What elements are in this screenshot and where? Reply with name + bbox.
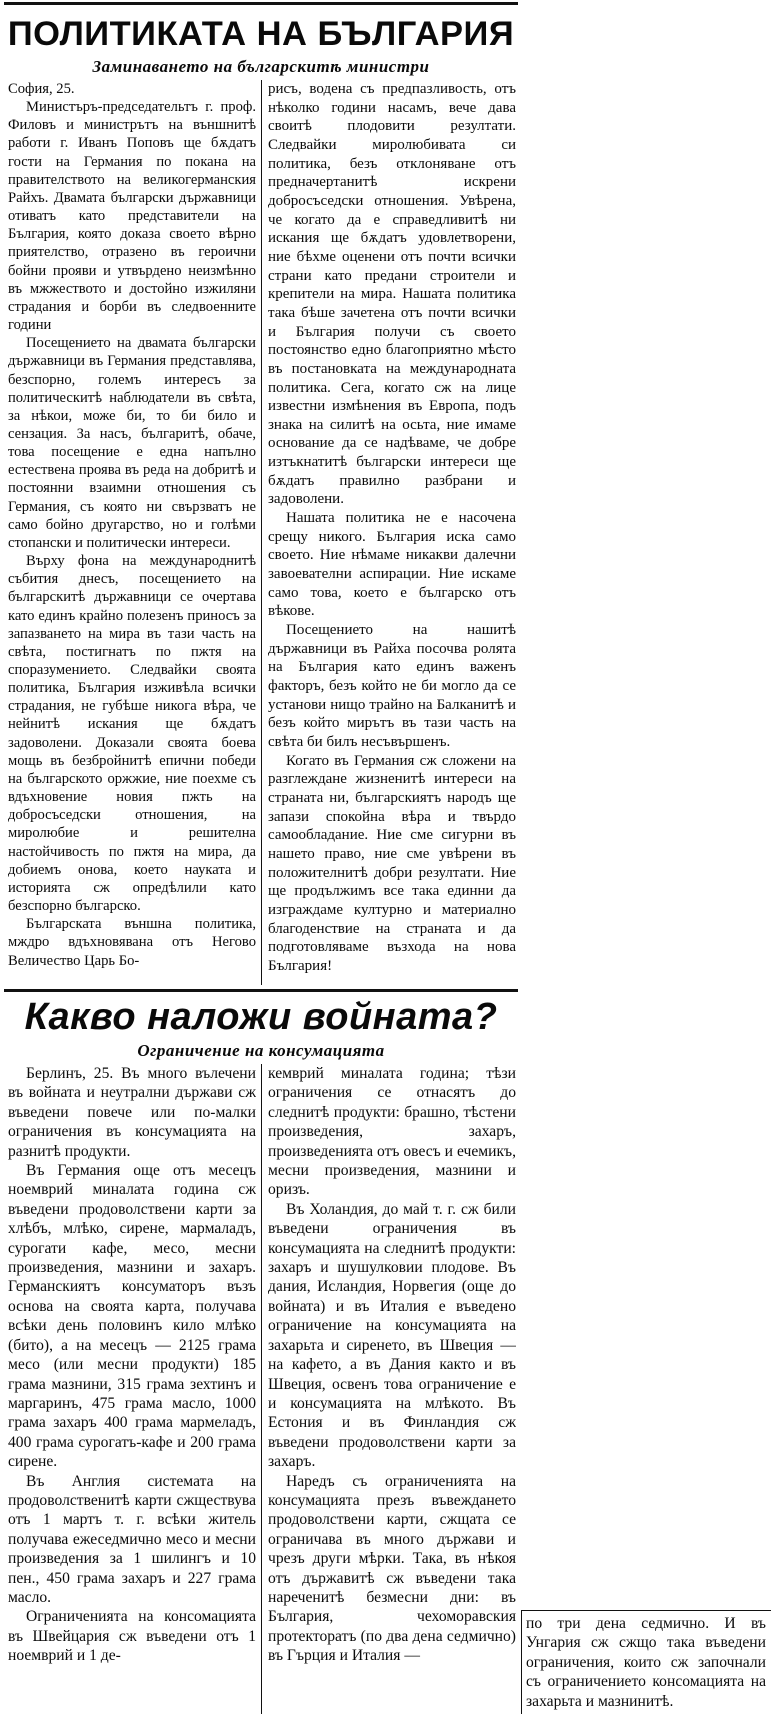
article2-paragraph: Въ Англия системата на продоволственитѣ карти сжществува отъ 1 мартъ т. г. всѣки житель получава ежеседмично месо и месни произведения за 1 шилингъ и 10 пен., 450 грама захаръ и 227 грама масло. [8,1472,256,1606]
article1-paragraph: Нашата политика не е насочена срещу никого. България иска само своето. Ние нѣмаме никакви далечни завоевателни аспирации. Ние искаме само това, което е българско отъ вѣкове. [268,510,516,620]
article1-column-divider [261,80,262,985]
article2-paragraph: Ограниченията на консомацията въ Швейцария сж въведени отъ 1 ноемврий и 1 де- [8,1608,256,1665]
top-rule [4,2,518,5]
article2-paragraph: Наредъ съ ограниченията на консумацията презъ въвеждането продоволствени карти, сжщата се ограничава въ много държави и чрезъ други мѣрки. Така, въ нѣкоя отъ държавитѣ сж въведени така нареченитѣ безмесни дни: въ България, чехоморавския протекторатъ (по два дена седмично) въ Гърция и Италия — [268,1472,516,1665]
article2-paragraph: Въ Германия още отъ месецъ ноемврий миналата година сж въведени продоволствени карти за хлѣбъ, млѣко, сирене, мармаладъ, сурогати кафе, месо, месни произведения, мазнини и захаръ. Германскиятъ консуматоръ възъ основа на своята карта, получава всѣки день половинъ кило млѣко (бито), а на месецъ — 2125 грама месо (или месни продукти) 185 грама мазнини, 315 грама зехтинъ и маргаринъ, 475 грама масло, 1000 грама захаръ 400 грама мармеладъ, 400 грама сурогатъ-кафе и 200 грама сирене. [8,1162,256,1471]
article2-paragraph: Берлинъ, 25. Въ много вълечени въ войната и неутрални държави сж въведени повече или по-малки ограничения въ консумацията на разнитѣ продукти. [8,1065,256,1160]
article1-column-1 [8,80,256,987]
article1-paragraph: Посещението на нашитѣ държавници въ Райха посочва ролята на България като единъ важенъ факторъ, безъ който не би могло да се установи нищо трайно на Балканитѣ и безъ който мирътъ въ тази часть на свѣта би билъ несъвършенъ. [268,622,516,750]
article2-paragraph: Въ Холандия, до май т. г. сж били въведени ограничения въ консумацията на следнитѣ продукти: захаръ и шушулковии плодове. Въ дания, Исландия, Норвегия (още до войната) и въ Италия е въведено ограничение на консумацията на захарьта и сиренето, въ Швеция — на кафето, а въ Дания както и въ Швеция, освенъ това ограничение е и консумацията на млѣкото. Въ Естония и въ Финландия сж въведени продоволствени карти за захаръ. [268,1200,516,1471]
article1-paragraph: рисъ, водена съ предпазливость, отъ нѣколко години насамъ, вече дава своитѣ плодовити резултати. Следвайки миролюбивата си политика, безъ отклоняване отъ предначертанитѣ искрени добросъседски отношения. Увѣрена, че когато да е справедливитѣ ни искания ще бѫдатъ удовлетворени, ние бѣхме оценени отъ почти всички страни като предани строители и крепители на мира. Нашата политика така бѣше зачетена отъ почти всички и България получи съ своето постоянство едно благоприятно мѣсто въ постановката на международната политика. Сега, когато сж на лице известни измѣнения въ Европа, подъ знака на силитѣ на осьта, ние имаме основание да се надѣваме, че добре изтъкнатитѣ български интереси ще бѫдатъ правилно разбрани и задоволени. [268,81,516,508]
article2-column-divider-2 [521,1610,522,1714]
article1-paragraph: Българската външна политика, мждро вдъхновявана отъ Негово Величество Царь Бо- [8,916,256,969]
article1-paragraph: Върху фона на международнитѣ събития днесъ, посещението на българскитѣ държавници се очертава като единъ крайно полезенъ приносъ за запазването на мира въ тази часть на свѣта, постигнатъ по пжтя на споразумението. Следвайки своята политика, България изживѣла всички страдания, не губѣше никога вѣра, че нейнитѣ искания ще бѫдатъ задоволени. Доказали своята боева мощь въ безбройнитѣ епични победи на българското оржжие, ние поехме съ вдъхновение новия пжть на добросъседски отношения, на миролюбие и решителна настойчивость по пжтя на мира, да добиемъ онова, което науката и историята сж опредѣлили като безспорно българско. [8,553,256,915]
article2-column-divider [261,1064,262,1714]
article2-paragraph: по три дена седмично. И въ Унгария сж сжщо така въведени ограничения, които сж започнали съ ограничението консомацията на захарьта и мазнинитѣ. [526,1615,766,1710]
article1-subhead: Заминаването на българскитѣ министри [92,57,430,76]
article2-column-2 [268,1064,516,1714]
article2-column3-top-rule [521,1610,771,1611]
article1-paragraph: Министъръ-председательтъ г. проф. Филовъ и министрътъ на външнитѣ работи г. Иванъ Поповъ ще бѫдатъ гости на Германия по покана на правителството на великогерманския Райхъ. Двамата български държавници отиватъ като представители на България, която доказа своето вѣрно приятелство, отразено въ героични бойни прояви и утвърдено неизмѣнно въ мжжеството и достойно изжиляни страдания и борби въ следвоенните години [8,99,256,334]
article1-paragraph: Когато въ Германия сж сложени на разглеждане жизненитѣ интереси на страната ни, българскиятъ народъ ще запази спокойна вѣра и твърдо самообладание. Ние сме сигурни въ нашето право, ние сме увѣрени въ положителнитѣ добри резултати. Ние ще продължимъ все така единни да изграждаме културно и материално благоденствие на страната и да подготовляваме възхода на нова България! [268,752,516,974]
section-rule [4,989,518,992]
article2-headline: Какво наложи войната? [24,996,498,1038]
article2-paragraph: кемврий миналата година; тѣзи ограничения се отнасятъ до следнитѣ продукти: брашно, тѣстени произведения, захаръ, произведенията отъ овесъ и ечемикъ, месни произведения, мазнини и оризъ. [268,1065,516,1199]
article2-column-3 [526,1614,766,1714]
article1-dateline: София, 25. [8,81,75,97]
article1-paragraph: Посещението на двамата български държавници въ Германия представлява, безспорно, големъ интересъ за политическитѣ наблюдатели въ свѣта, за нѣкои, може би, то би било и сензация. За насъ, българитѣ, обаче, това посещение е една напълно естествена проява въ реда на добритѣ и постоянни взаимни отношения съ Германия, съ която ни свързватъ не само бойно другарство, но и голѣми стопански и политически интереси. [8,335,256,551]
article1-column-2 [268,80,516,987]
article1-headline: ПОЛИТИКАТА НА БЪЛГАРИЯ [7,15,515,53]
article2-column-1 [8,1064,256,1714]
article2-subhead: Ограничение на консумацията [137,1041,385,1060]
